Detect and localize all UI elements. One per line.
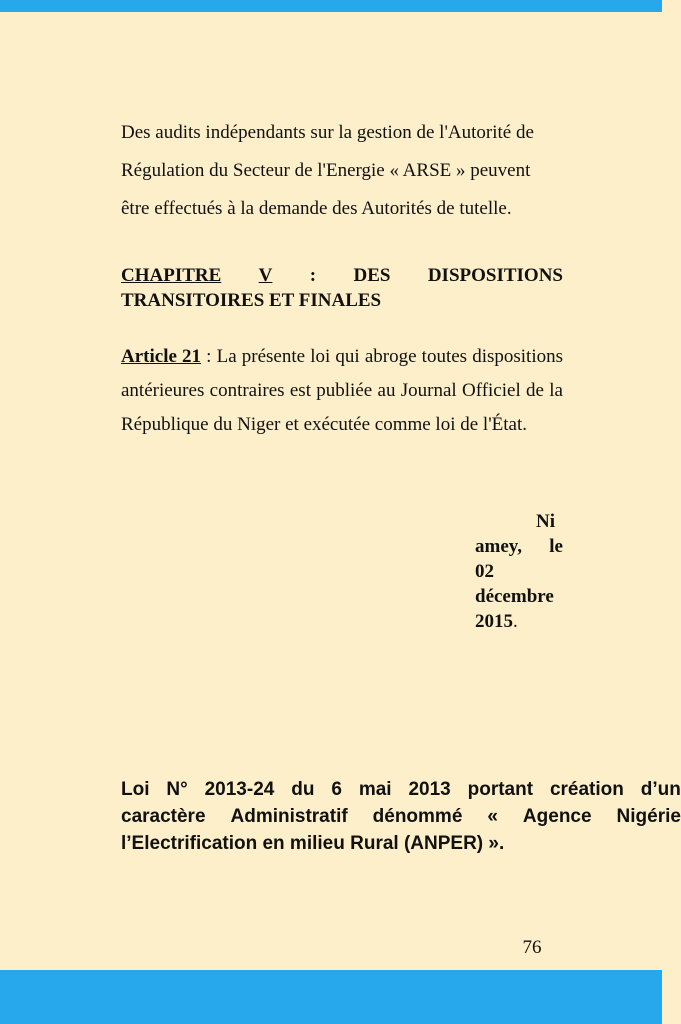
chapter-word: CHAPITRE	[121, 265, 222, 286]
law-word: création	[549, 779, 624, 800]
intro-line: être effectués à la demande des Autorités de tutelle.	[121, 198, 512, 219]
law-word: 2013-24	[204, 779, 275, 800]
bottom-accent-bar	[0, 970, 662, 1024]
intro-paragraph	[121, 114, 563, 228]
top-accent-bar	[0, 0, 662, 12]
law-word: du	[291, 779, 315, 800]
intro-line: Régulation du Secteur de l'Energie « ARSE » peuvent	[121, 160, 531, 181]
signature-line: 02	[475, 561, 494, 582]
law-title-line2	[121, 803, 681, 830]
law-word: 6	[331, 779, 342, 800]
law-word: portant	[467, 779, 534, 800]
signature-line: Ni	[536, 511, 555, 532]
chapter-word: DISPOSITIONS	[427, 265, 563, 286]
article-label: Article 21	[121, 346, 202, 367]
law-title-line1	[121, 776, 681, 803]
law-word: N°	[166, 779, 188, 800]
signature-period: .	[513, 611, 518, 632]
chapter-word: DES	[353, 265, 391, 286]
law-word: d’un	[640, 779, 681, 800]
law-word: mai	[358, 779, 392, 800]
signature-block	[475, 509, 563, 634]
signature-word: le	[549, 536, 563, 557]
law-word: Administratif	[230, 806, 348, 827]
law-word: dénommé	[372, 806, 463, 827]
law-title	[121, 776, 681, 857]
chapter-line2: TRANSITOIRES ET FINALES	[121, 290, 382, 311]
chapter-heading	[121, 263, 563, 313]
law-word: caractère	[121, 806, 206, 827]
chapter-number: V	[258, 265, 273, 286]
law-title-line3: l’Electrification en milieu Rural (ANPER) ».	[121, 833, 505, 854]
signature-year: 2015	[475, 611, 513, 632]
law-word: Nigérie	[616, 806, 681, 827]
law-word: «	[487, 806, 498, 827]
law-word: 2013	[408, 779, 451, 800]
page-number: 76	[522, 937, 542, 958]
intro-line: Des audits indépendants sur la gestion de l'Autorité de	[121, 122, 534, 143]
law-word: Loi	[121, 779, 150, 800]
chapter-colon: :	[309, 265, 317, 286]
law-word: Agence	[522, 806, 592, 827]
article-text: : La présente loi qui abroge toutes dispositions antérieures contraires est publiée au Journal Officiel de la République du Niger et exécutée comme loi de l'État.	[121, 346, 563, 435]
signature-line: décembre	[475, 586, 554, 607]
article-paragraph	[121, 340, 563, 442]
signature-word: amey,	[475, 536, 522, 557]
